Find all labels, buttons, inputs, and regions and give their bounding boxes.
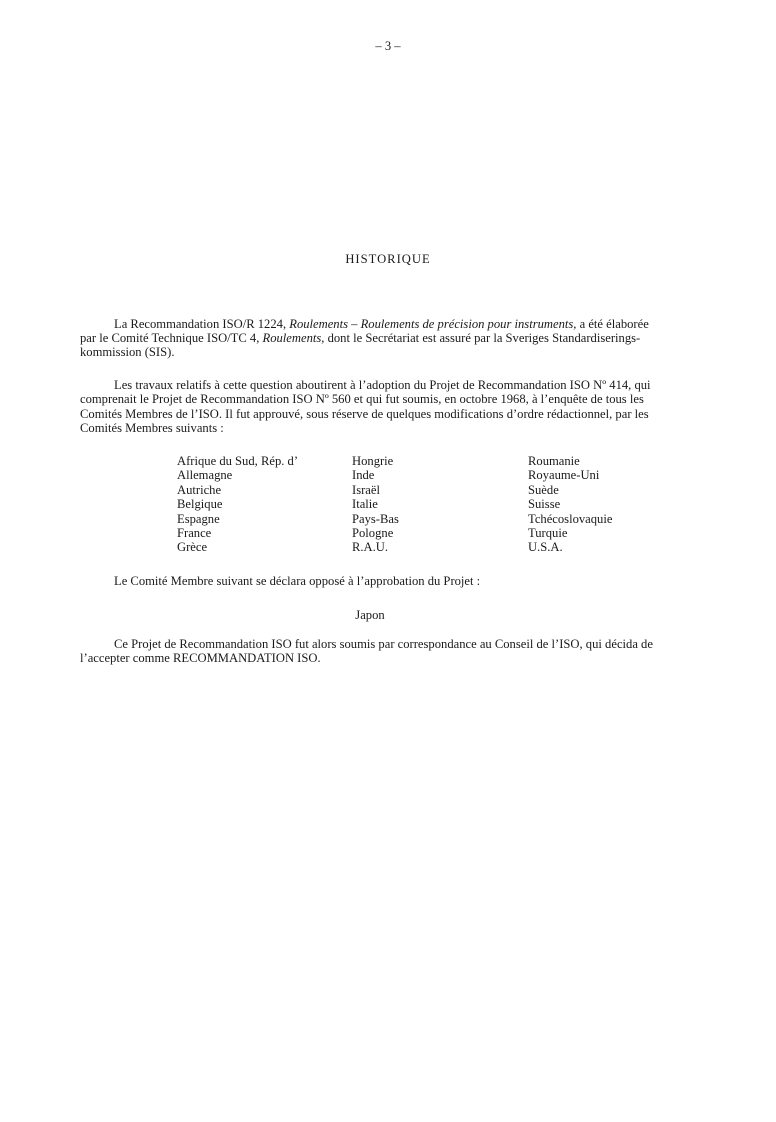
member-country: Pays-Bas (352, 511, 399, 526)
member-country: Grèce (177, 540, 208, 555)
italic-title: Roulements, (262, 331, 325, 345)
member-country: Afrique du Sud, Rép. d’ (177, 454, 299, 468)
member-country: Allemagne (177, 468, 233, 483)
paragraph-line: Comités Membres suivants : (80, 421, 224, 435)
member-country: Turquie (528, 526, 568, 540)
paragraph-line: l’accepter comme RECOMMANDATION ISO. (80, 651, 321, 665)
member-country: R.A.U. (352, 540, 389, 555)
text: dont le Secrétariat est assuré par la Sveriges Standardiserings- (324, 331, 641, 345)
paragraph-line: comprenait le Projet de Recommandation ISO Nº 560 et qui fut soumis, en octobre 1968, à l’enquête de tous les (80, 392, 644, 406)
text: a été élaborée (576, 317, 649, 331)
paragraph-line: Les travaux relatifs à cette question aboutirent à l’adoption du Projet de Recommandation ISO Nº 414, qui (114, 378, 651, 392)
paragraph-line: Comités Membres de l’ISO. Il fut approuvé, sous réserve de quelques modifications d’ordre rédactionnel, par les (80, 407, 649, 421)
member-country: Roumanie (528, 454, 580, 468)
member-country: Inde (352, 468, 375, 483)
section-title: HISTORIQUE (345, 252, 431, 266)
member-country: Italie (352, 497, 378, 512)
member-country: Tchécoslovaquie (528, 511, 613, 526)
member-country: Espagne (177, 511, 220, 526)
paragraph-line (114, 317, 649, 332)
member-country: Pologne (352, 526, 394, 540)
opposed-member: Japon (355, 608, 385, 622)
member-country: Hongrie (352, 454, 394, 468)
member-country: France (177, 526, 212, 540)
member-country: Suisse (528, 497, 561, 512)
paragraph-line: kommission (SIS). (80, 345, 175, 359)
paragraph-line (80, 331, 640, 346)
member-country: Suède (528, 482, 559, 497)
member-country: Israël (352, 482, 380, 497)
member-country: Royaume-Uni (528, 468, 600, 483)
paragraph-line: Ce Projet de Recommandation ISO fut alors soumis par correspondance au Conseil de l’ISO, qui décida de (114, 637, 653, 651)
text: par le Comité Technique ISO/TC 4, (80, 331, 263, 345)
member-country: Belgique (177, 497, 223, 512)
opposed-intro: Le Comité Membre suivant se déclara opposé à l’approbation du Projet : (114, 574, 481, 588)
text: La Recommandation ISO/R 1224, (114, 317, 290, 331)
page-number: – 3 – (375, 39, 401, 53)
member-country: Autriche (177, 482, 222, 497)
member-country: U.S.A. (528, 540, 563, 555)
italic-title: Roulements – Roulements de précision pour instruments, (289, 317, 577, 331)
